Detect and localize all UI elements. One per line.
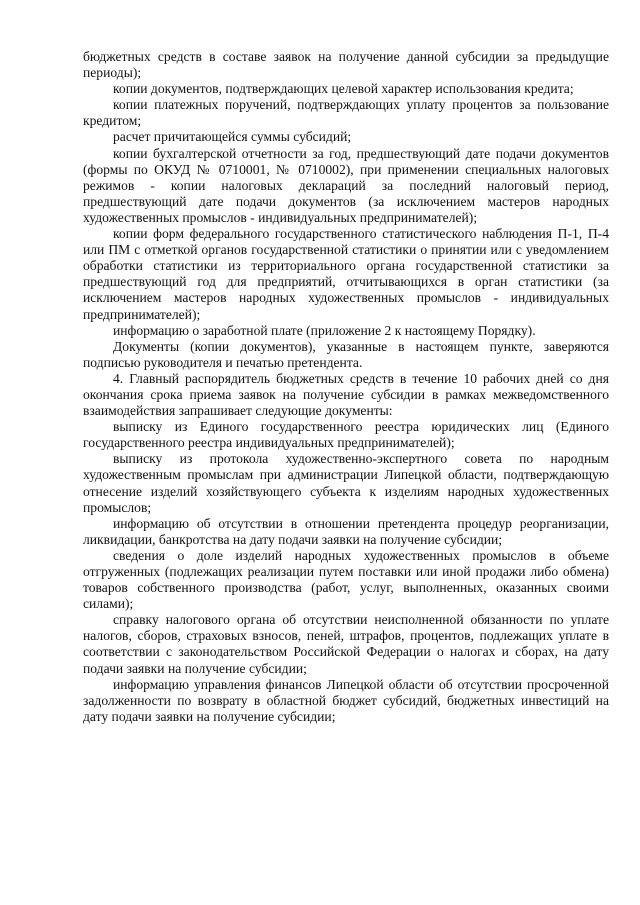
paragraph: расчет причитающейся суммы субсидий; (113, 129, 352, 145)
paragraph: справку налогового органа об отсутствии неисполненной обязанности по уплате налогов, сборов, страховых взносов, пеней, штрафов, процентов, подлежащих уплате в соответствии с законодательством Российской Федерации о налогах и сборах, на дату подачи заявки на получение субсидии; (83, 612, 609, 676)
paragraph: выписку из Единого государственного реестра юридических лиц (Единого государственного реестра индивидуальных предпринимателей); (83, 419, 609, 451)
paragraph: выписку из протокола художественно-экспертного совета по народным художественным промыслам при администрации Липецкой области, подтверждающую отнесение изделий хозяйствующего субъекта к изделиям народных художественных промыслов; (83, 451, 609, 515)
paragraph: 4. Главный распорядитель бюджетных средств в течение 10 рабочих дней со дня окончания срока приема заявок на получение субсидии в рамках межведомственного взаимодействия запрашивает следующие документы: (83, 370, 609, 419)
paragraph: копии форм федерального государственного статистического наблюдения П-1, П-4 или ПМ с отметкой органов государственной статистики о принятии или с уведомлением обработки статистики из территориального органа государственной статистики за предшествующий год для предприятий, отчитывающихся в орган статистики (за исключением мастеров народных художественных промыслов - индивидуальных предпринимателей); (83, 226, 609, 322)
paragraph: информацию управления финансов Липецкой области об отсутствии просроченной задолженности по возврату в областной бюджет субсидий, бюджетных инвестиций на дату подачи заявки на получение субсидии; (83, 676, 609, 724)
paragraph: копии бухгалтерской отчетности за год, предшествующий дате подачи документов (формы по ОКУД № 0710001, № 0710002), при применении специальных налоговых режимов - копии налоговых деклараций за последний налоговый период, предшествующий дате подачи документов (за исключением мастеров народных художественных промыслов - индивидуальных предпринимателей); (83, 145, 609, 225)
paragraph: информацию о заработной плате (приложение 2 к настоящему Порядку). (113, 322, 536, 338)
paragraph: информацию об отсутствии в отношении претендента процедур реорганизации, ликвидации, банкротства на дату подачи заявки на получение субсидии; (83, 515, 609, 547)
paragraph-continuation: бюджетных средств в составе заявок на получение данной субсидии за предыдущие периоды); (83, 49, 609, 81)
paragraph: копии платежных поручений, подтверждающих уплату процентов за пользование кредитом; (83, 97, 609, 129)
paragraph: копии документов, подтверждающих целевой характер использования кредита; (113, 81, 574, 97)
paragraph: сведения о доле изделий народных художественных промыслов в объеме отгруженных (подлежащих реализации путем поставки или иной продажи либо обмена) товаров собственного производства (работ, услуг, выполненных, оказанных своими силами); (83, 547, 609, 612)
paragraph: Документы (копии документов), указанные в настоящем пункте, заверяются подписью руководителя и печатью претендента. (83, 338, 609, 370)
document-page (83, 49, 609, 725)
